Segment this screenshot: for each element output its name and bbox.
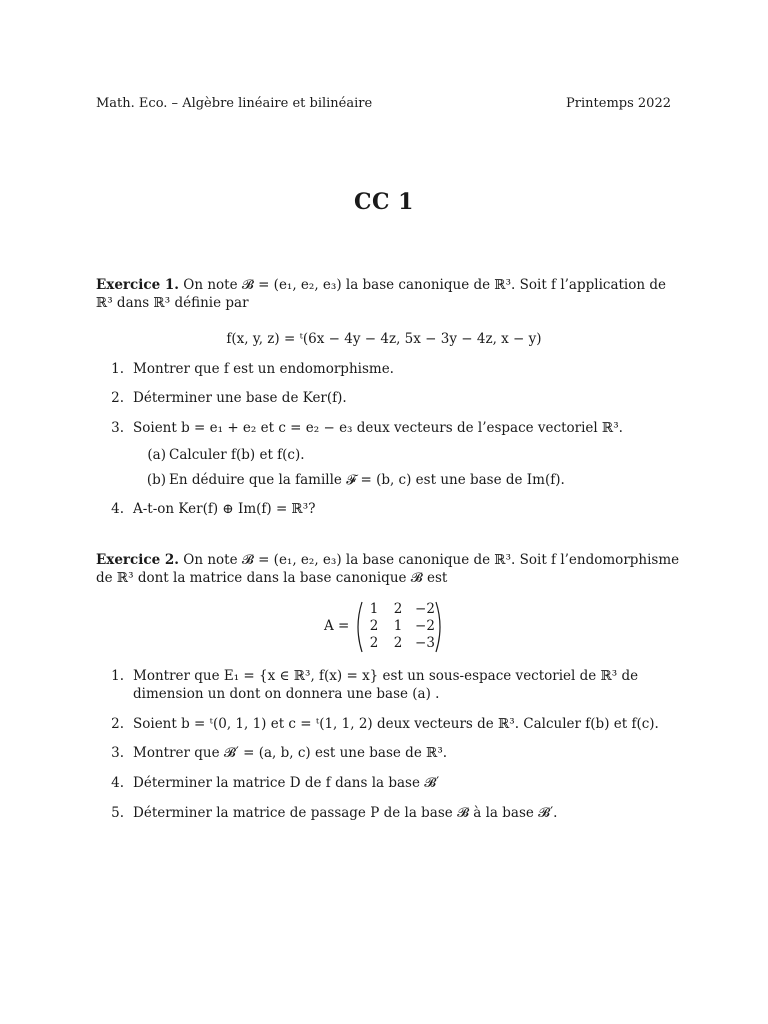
exercise1-item-2: 2. Déterminer une base de Ker(f). (111, 390, 347, 406)
exercise2-item-1: 1. Montrer que E₁ = {x ∈ ℝ³, f(x) = x} est un sous-espace vectoriel de ℝ³ de dimension un dont on donnera une base (a) . (111, 668, 639, 702)
matrix-cell: −3 (415, 635, 435, 651)
exercise1-subitem-a: (a) Calculer f(b) et f(c). (147, 447, 305, 463)
exercise1-equation: f(x, y, z) = ᵗ(6x − 4y − 4z, 5x − 3y − 4z, x − y) (226, 331, 542, 347)
exercise1-intro (96, 276, 676, 312)
matrix-cell: −2 (415, 618, 435, 634)
exercise2-label: Exercice 2. (96, 552, 179, 568)
matrix-cell: 2 (393, 601, 403, 617)
exercise2-item-4: 4. Déterminer la matrice D de f dans la base 𝓑′ (111, 775, 440, 791)
matrix-cell: 2 (369, 635, 379, 651)
exercise1-item-4: 4. A-t-on Ker(f) ⊕ Im(f) = ℝ³? (111, 501, 316, 517)
exercise2-intro-line1: On note 𝓑 = (e₁, e₂, e₃) la base canonique de ℝ³. Soit f l’endomorphisme (183, 552, 680, 568)
matrix-cell: −2 (415, 601, 435, 617)
matrix-cell: 2 (393, 635, 403, 651)
exercise2-intro-line2: de ℝ³ dont la matrice dans la base canonique 𝓑 est (96, 570, 448, 586)
exercise2-intro (96, 551, 680, 587)
course-title: Math. Eco. – Algèbre linéaire et bilinéaire (96, 96, 373, 111)
exercise2-item-5: 5. Déterminer la matrice de passage P de la base 𝓑 à la base 𝓑′. (111, 805, 558, 821)
exercise1-subitem-b: (b) En déduire que la famille 𝓕 = (b, c) est une base de Im(f). (146, 472, 565, 488)
exercise1-label: Exercice 1. (96, 277, 179, 293)
semester-label: Printemps 2022 (566, 96, 671, 111)
matrix-label: A = (324, 618, 350, 634)
matrix-row-1 (362, 601, 440, 617)
exercise1-intro-line1: On note 𝓑 = (e₁, e₂, e₃) la base canonique de ℝ³. Soit f l’application de (183, 277, 666, 293)
page-title: CC 1 (354, 189, 414, 215)
exercise1-item-1: 1. Montrer que f est un endomorphisme. (111, 361, 394, 377)
exercise1-intro-line2: ℝ³ dans ℝ³ définie par (96, 295, 249, 311)
exercise2-item-3: 3. Montrer que 𝓑′ = (a, b, c) est une base de ℝ³. (111, 745, 448, 761)
exercise1-item-3: 3. Soient b = e₁ + e₂ et c = e₂ − e₃ deux vecteurs de l’espace vectoriel ℝ³. (111, 420, 623, 436)
exercise2-item-2: 2. Soient b = ᵗ(0, 1, 1) et c = ᵗ(1, 1, 2) deux vecteurs de ℝ³. Calculer f(b) et f(c). (111, 716, 659, 732)
matrix-cell: 1 (393, 618, 403, 634)
matrix-cell: 1 (369, 601, 379, 617)
matrix-row-2 (362, 618, 440, 634)
matrix-cell: 2 (369, 618, 379, 634)
matrix-row-3 (362, 635, 440, 651)
